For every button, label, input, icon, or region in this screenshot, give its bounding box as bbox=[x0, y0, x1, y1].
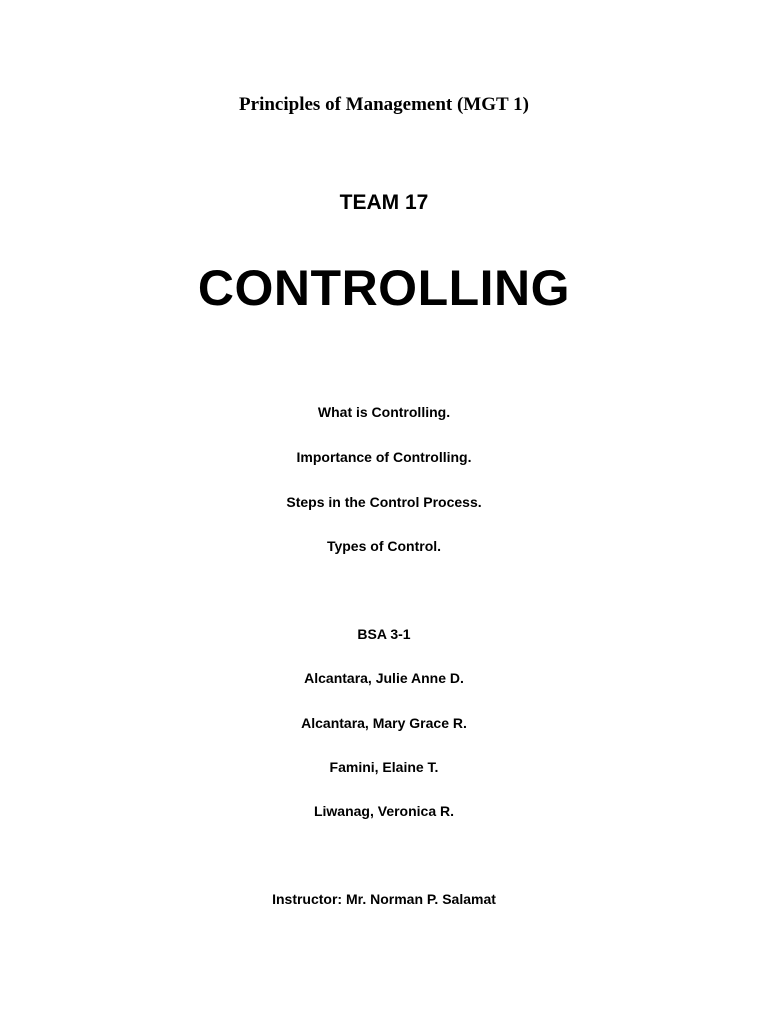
team-label: TEAM 17 bbox=[339, 191, 429, 214]
topic-item: Importance of Controlling. bbox=[296, 449, 472, 465]
topic-item: Steps in the Control Process. bbox=[286, 494, 482, 510]
topic-item: Types of Control. bbox=[326, 538, 442, 554]
member-name: Liwanag, Veronica R. bbox=[313, 803, 455, 819]
topic-item: What is Controlling. bbox=[317, 404, 451, 420]
section-label: BSA 3-1 bbox=[357, 626, 411, 642]
member-name: Famini, Elaine T. bbox=[329, 759, 439, 775]
member-name: Alcantara, Mary Grace R. bbox=[301, 715, 467, 731]
member-name: Alcantara, Julie Anne D. bbox=[304, 670, 464, 686]
course-title: Principles of Management (MGT 1) bbox=[239, 94, 529, 115]
instructor-line: Instructor: Mr. Norman P. Salamat bbox=[272, 891, 496, 907]
main-title: CONTROLLING bbox=[197, 260, 571, 316]
